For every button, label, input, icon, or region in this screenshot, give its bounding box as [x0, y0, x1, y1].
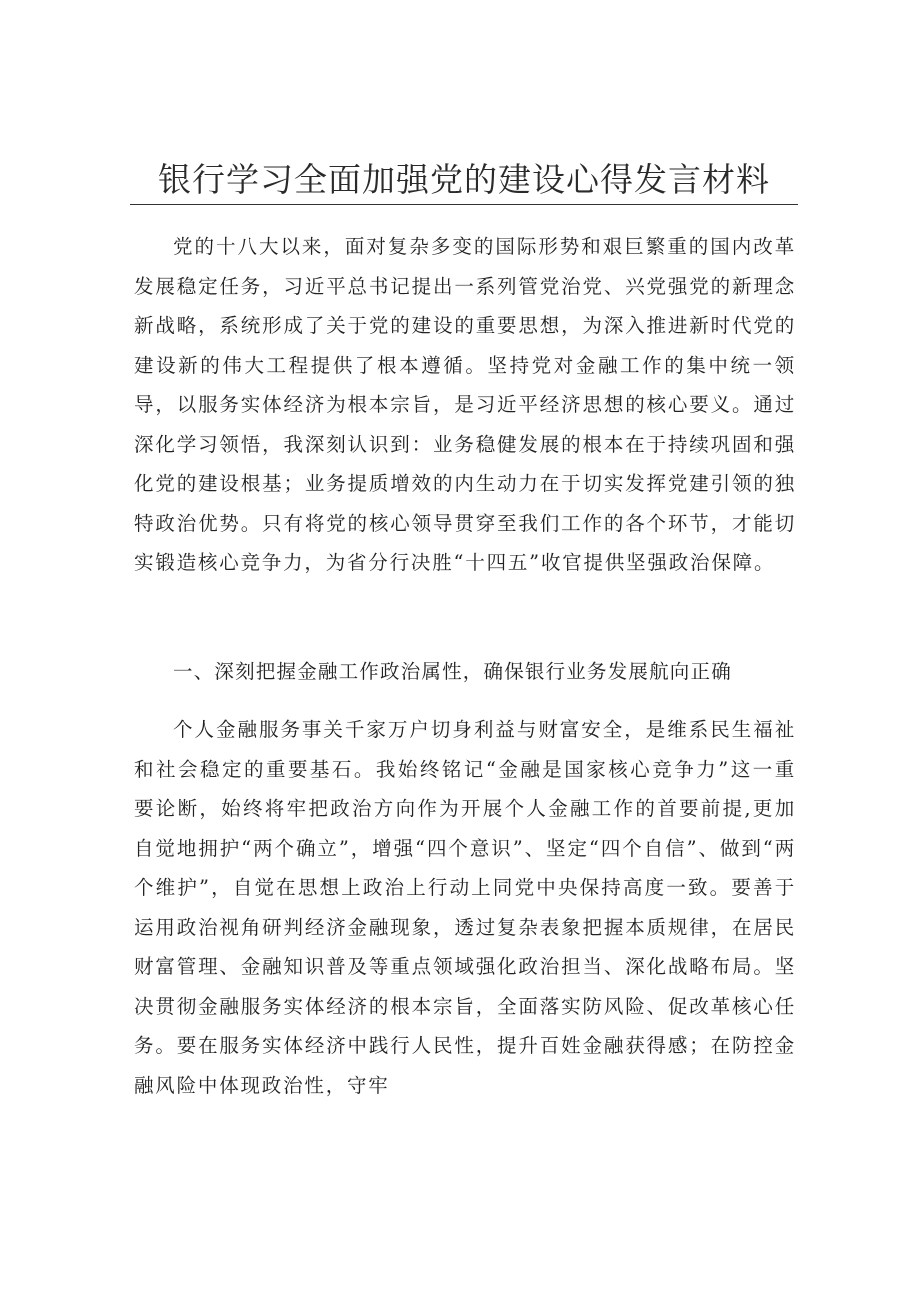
intro-paragraph: 党的十八大以来，面对复杂多变的国际形势和艰巨繁重的国内改革发展稳定任务，习近平总书记提出一系列管党治党、兴党强党的新理念新战略，系统形成了关于党的建设的重要思想，为深入推进新时代党的建设新的伟大工程提供了根本遵循。坚持党对金融工作的集中统一领导，以服务实体经济为根本宗旨，是习近平经济思想的核心要义。通过深化学习领悟，我深刻认识到：业务稳健发展的根本在于持续巩固和强化党的建设根基；业务提质增效的内生动力在于切实发挥党建引领的独特政治优势。只有将党的核心领导贯穿至我们工作的各个环节，才能切实锻造核心竞争力，为省分行决胜“十四五”收官提供坚强政治保障。: [134, 235, 796, 574]
title-underline: [130, 204, 798, 205]
document-title: 银行学习全面加强党的建设心得发言材料: [158, 160, 770, 199]
section-1-body-paragraph: 个人金融服务事关千家万户切身利益与财富安全，是维系民生福祉和社会稳定的重要基石。我始终铭记“金融是国家核心竞争力”这一重要论断，始终将牢把政治方向作为开展个人金融工作的首要前提,更加自觉地拥护“两个确立”，增强“四个意识”、坚定“四个自信”、做到“两个维护”，自觉在思想上政治上行动上同党中央保持高度一致。要善于运用政治视角研判经济金融现象，透过复杂表象把握本质规律，在居民财富管理、金融知识普及等重点领域强化政治担当、深化战略布局。坚决贯彻金融服务实体经济的根本宗旨，全面落实防风险、促改革核心任务。要在服务实体经济中践行人民性，提升百姓金融获得感；在防控金融风险中体现政治性，守牢: [134, 718, 796, 1097]
section-heading-1: 一、深刻把握金融工作政治属性，确保银行业务发展航向正确: [173, 660, 732, 683]
